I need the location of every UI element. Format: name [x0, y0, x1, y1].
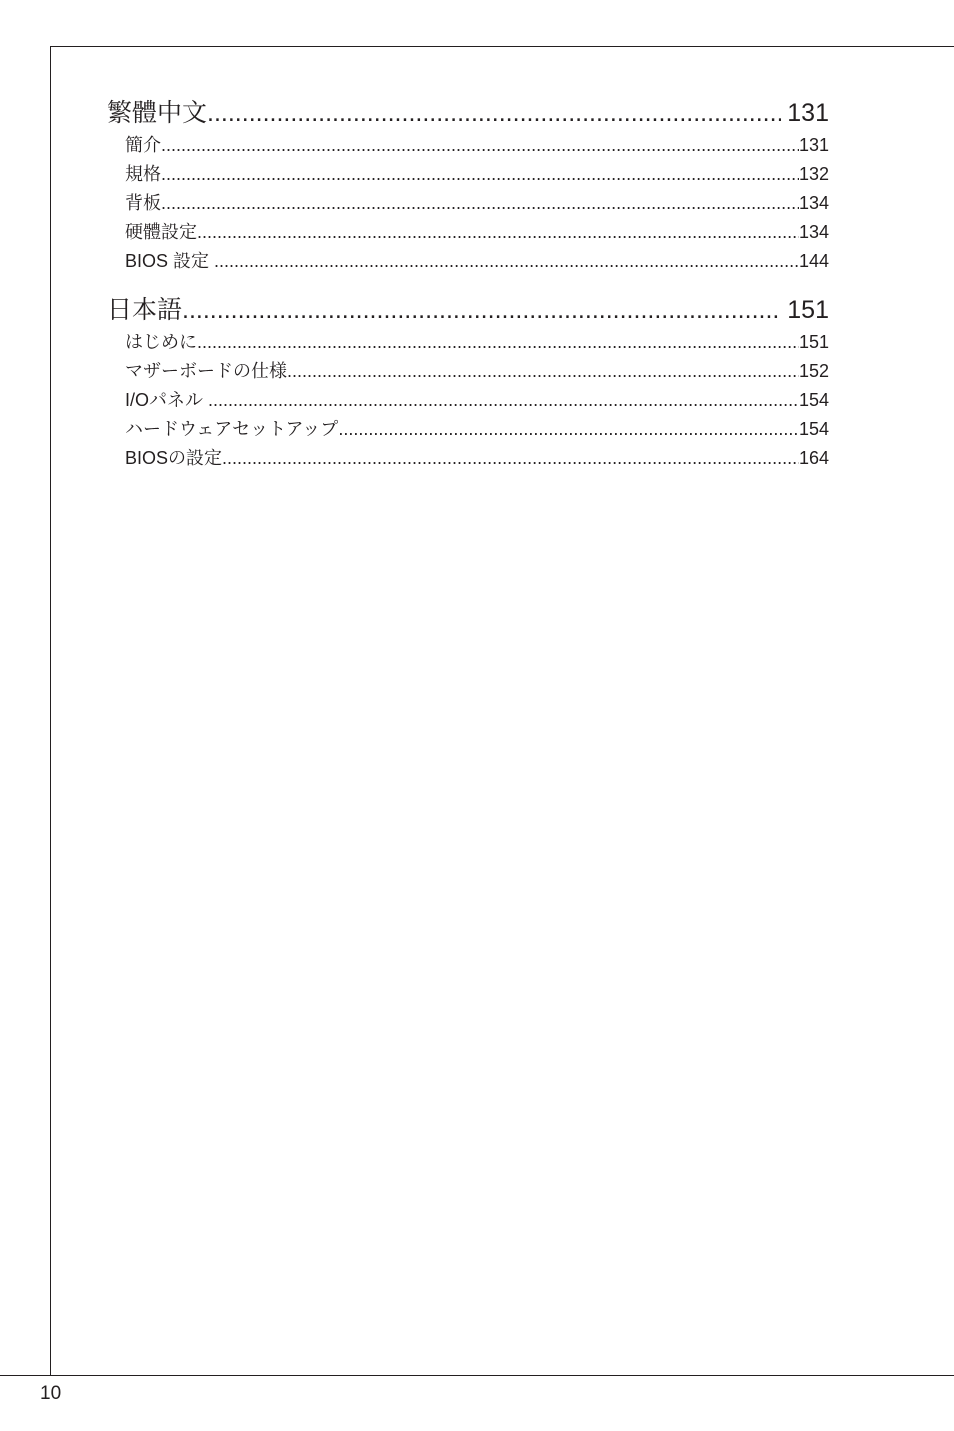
dot-leader: [197, 328, 799, 357]
toc-entry-page: 134: [798, 193, 829, 213]
toc-entry-page: 154: [798, 390, 829, 410]
toc-entry[interactable]: [125, 131, 829, 160]
toc-entry-label: 規格: [125, 164, 161, 184]
frame-top-rule: [50, 46, 954, 47]
dot-leader: [182, 293, 781, 328]
toc-entry[interactable]: [125, 386, 829, 415]
toc-entry-label: ハードウェアセットアップ: [125, 419, 339, 439]
frame-bottom-rule: [0, 1375, 954, 1376]
toc-section-heading[interactable]: [107, 96, 829, 131]
toc-entry-label: はじめに: [125, 332, 197, 352]
toc-entry-label: I/Oパネル: [125, 390, 209, 410]
toc-entry-label: 簡介: [125, 135, 161, 155]
toc-entry-page: 154: [798, 419, 829, 439]
toc-section-heading[interactable]: [107, 293, 829, 328]
toc-entry[interactable]: [125, 160, 829, 189]
dot-leader: [208, 386, 799, 415]
toc-entry[interactable]: [125, 328, 829, 357]
toc-entry-label: 硬體設定: [125, 222, 197, 242]
toc-entry[interactable]: [125, 415, 829, 444]
dot-leader: [207, 96, 781, 131]
toc-entry-label: BIOS 設定: [125, 251, 215, 271]
toc-entry-page: 131: [798, 135, 829, 155]
table-of-contents: [107, 96, 829, 473]
toc-entry[interactable]: [125, 218, 829, 247]
toc-entry-label: 背板: [125, 193, 161, 213]
toc-section-traditional-chinese: [107, 96, 829, 276]
dot-leader: [161, 189, 799, 218]
toc-entry-page: 151: [798, 332, 829, 352]
toc-entry-page: 134: [798, 222, 829, 242]
toc-entry-page: 144: [798, 251, 829, 271]
dot-leader: [161, 160, 799, 189]
toc-entry[interactable]: [125, 189, 829, 218]
toc-section-page: 151: [787, 296, 829, 324]
dot-leader: [338, 415, 799, 444]
toc-section-page: 131: [787, 99, 829, 127]
frame-left-rule: [50, 46, 51, 1376]
toc-entry-page: 152: [798, 361, 829, 381]
toc-entry[interactable]: [125, 444, 829, 473]
dot-leader: [287, 357, 799, 386]
toc-entry-label: BIOSの設定: [125, 448, 223, 468]
toc-section-title: 繁體中文: [107, 99, 208, 127]
toc-section-title: 日本語: [107, 296, 183, 324]
toc-entry[interactable]: [125, 247, 829, 276]
page-number: 10: [40, 1383, 62, 1404]
toc-entry[interactable]: [125, 357, 829, 386]
toc-section-japanese: [107, 293, 829, 473]
toc-entry-page: 132: [798, 164, 829, 184]
toc-entry-page: 164: [798, 448, 829, 468]
dot-leader: [214, 247, 799, 276]
dot-leader: [197, 218, 799, 247]
dot-leader: [161, 131, 799, 160]
toc-entry-label: マザーボードの仕様: [125, 361, 287, 381]
dot-leader: [222, 444, 799, 473]
section-spacer: [107, 276, 829, 293]
